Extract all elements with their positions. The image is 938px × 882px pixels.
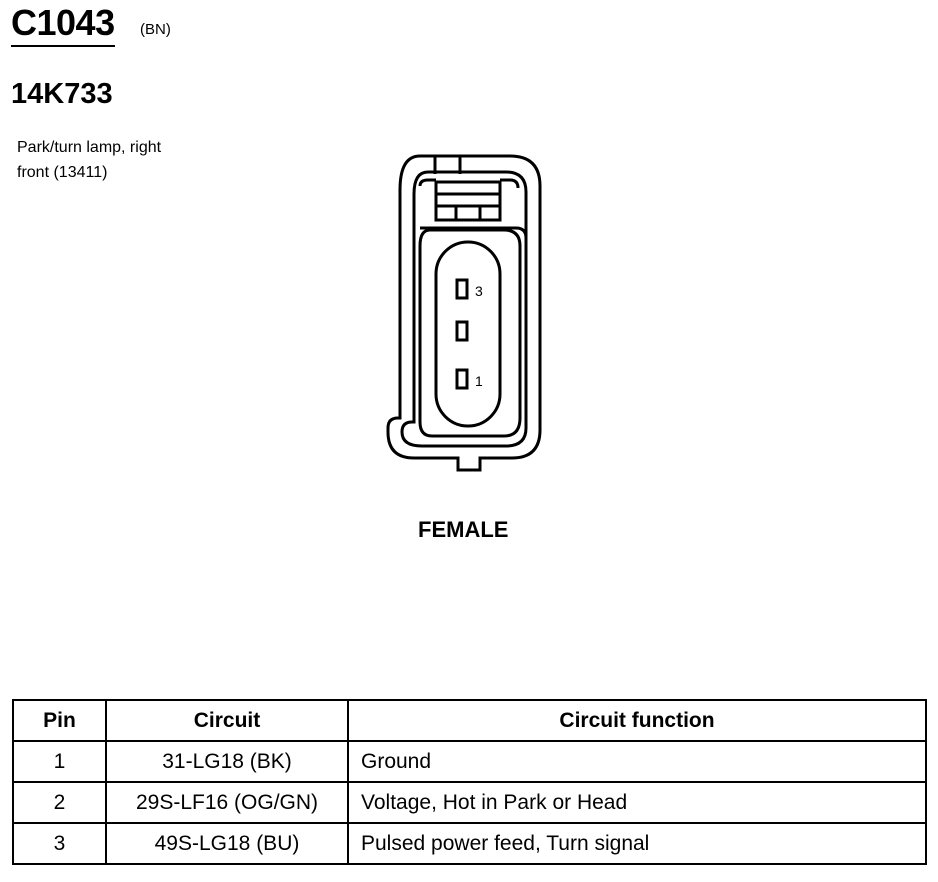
circuit: 29S-LF16 (OG/GN) <box>106 782 348 823</box>
connector-face-diagram <box>380 150 550 486</box>
circuit: 49S-LG18 (BU) <box>106 823 348 864</box>
circuit: 31-LG18 (BK) <box>106 741 348 782</box>
pin-number: 2 <box>13 782 106 823</box>
terminal-cavity-frame <box>404 228 528 464</box>
pin-3-slot <box>457 280 467 298</box>
connector-color-code: (BN) <box>140 21 171 38</box>
circuit-function: Ground <box>348 741 926 782</box>
pin-2-slot <box>457 322 467 340</box>
connector-id-underline <box>11 45 115 47</box>
pin-number: 3 <box>13 823 106 864</box>
part-number: 14K733 <box>11 78 113 110</box>
pin-1-label: 1 <box>475 373 483 389</box>
connector-id: C1043 <box>11 2 115 43</box>
header-pin: Pin <box>13 700 106 741</box>
description-line-2: front (13411) <box>17 164 108 181</box>
table-header-row <box>13 700 926 741</box>
pin-table <box>12 699 927 865</box>
circuit-function: Voltage, Hot in Park or Head <box>348 782 926 823</box>
header-circuit: Circuit <box>106 700 348 741</box>
header-circuit-function: Circuit function <box>348 700 926 741</box>
table-row <box>13 741 926 782</box>
connector-gender-label: FEMALE <box>418 517 509 542</box>
circuit-function: Pulsed power feed, Turn signal <box>348 823 926 864</box>
pin-1-slot <box>457 370 467 388</box>
latch-block <box>436 182 500 220</box>
description-line-1: Park/turn lamp, right <box>17 139 162 156</box>
pin-3-label: 3 <box>475 283 483 299</box>
pin-number: 1 <box>13 741 106 782</box>
table-row <box>13 782 926 823</box>
table-row <box>13 823 926 864</box>
component-description <box>17 135 161 185</box>
